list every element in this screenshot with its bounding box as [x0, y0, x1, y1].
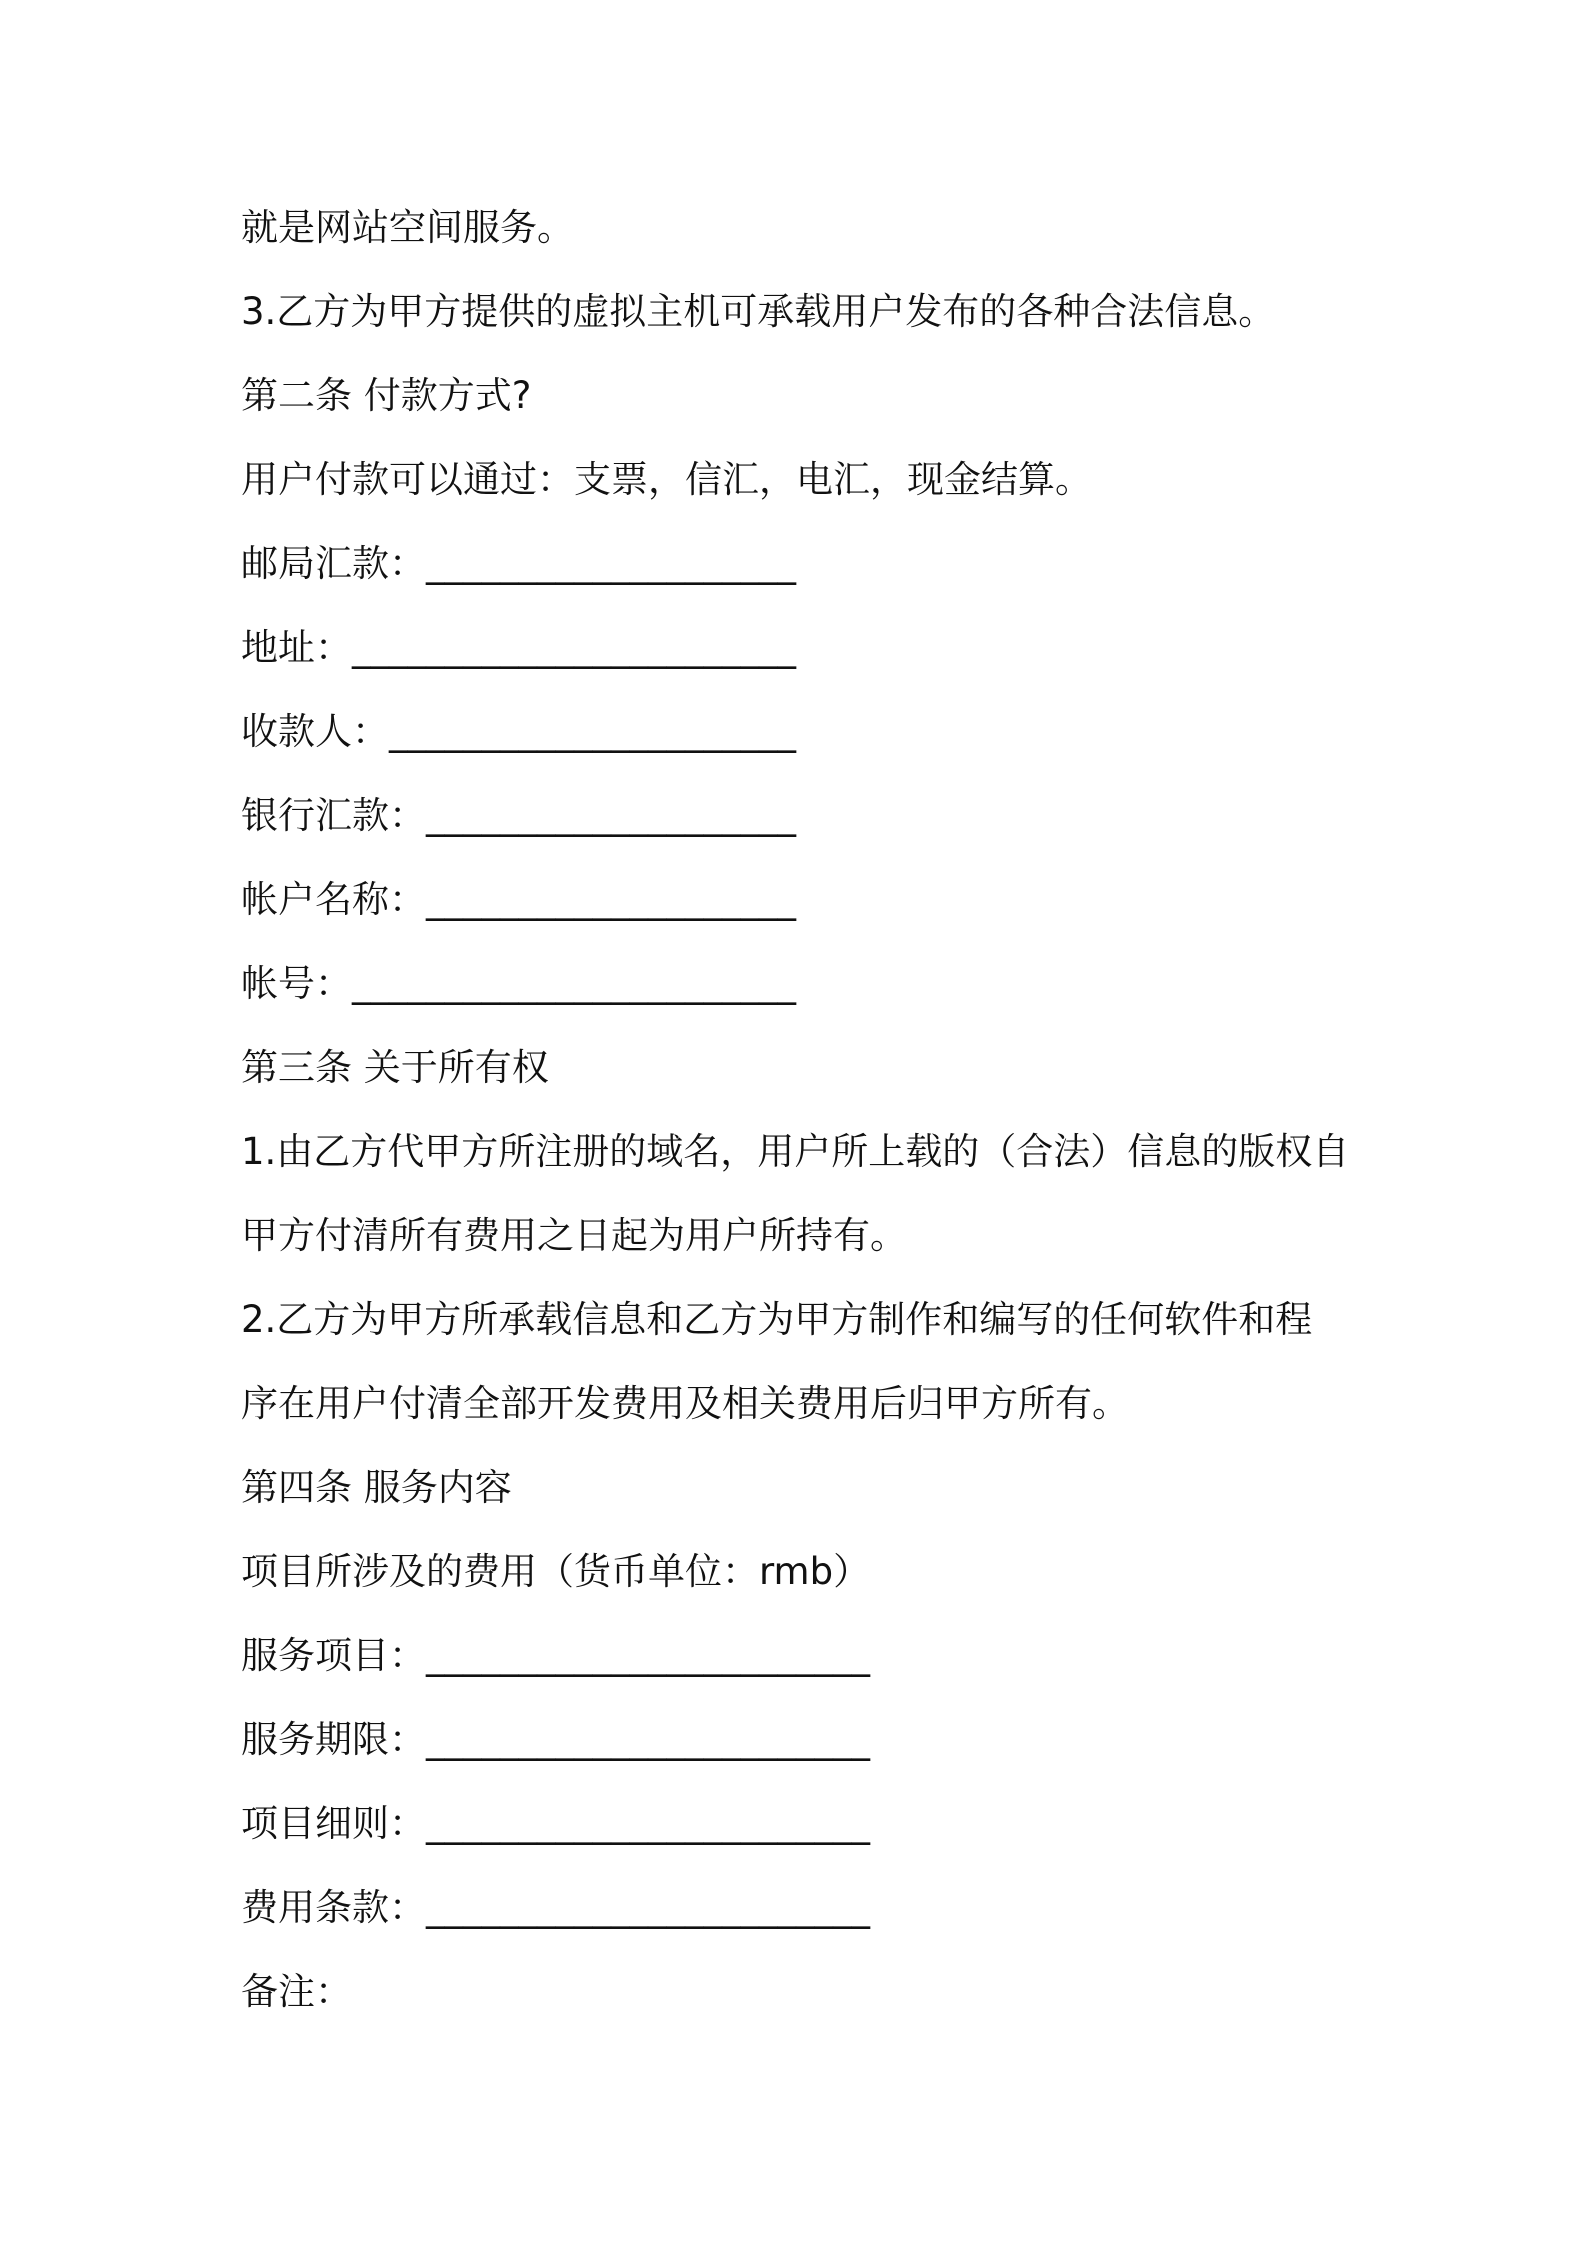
form-field-line: 银行汇款：____________________	[241, 794, 796, 837]
paragraph-line: 序在用户付清全部开发费用及相关费用后归甲方所有。	[241, 1382, 1129, 1425]
form-field-line: 服务期限：________________________	[241, 1718, 870, 1761]
paragraph-line: 项目所涉及的费用（货币单位：rmb）	[241, 1550, 871, 1593]
remarks-label: 备注：	[241, 1970, 352, 2013]
form-field-line: 邮局汇款：____________________	[241, 542, 796, 585]
form-field-line: 帐户名称：____________________	[241, 878, 796, 921]
paragraph-line: 3.乙方为甲方提供的虚拟主机可承载用户发布的各种合法信息。	[241, 290, 1276, 333]
form-field-line: 地址：________________________	[241, 626, 796, 669]
form-field-line: 费用条款：________________________	[241, 1886, 870, 1929]
form-field-line: 收款人：______________________	[241, 710, 796, 753]
paragraph-line: 2.乙方为甲方所承载信息和乙方为甲方制作和编写的任何软件和程	[241, 1298, 1313, 1341]
section-heading: 第二条 付款方式?	[241, 374, 532, 417]
paragraph-line: 就是网站空间服务。	[241, 206, 574, 249]
paragraph-line: 用户付款可以通过：支票，信汇，电汇，现金结算。	[241, 458, 1092, 501]
paragraph-line: 甲方付清所有费用之日起为用户所持有。	[241, 1214, 907, 1257]
section-heading: 第三条 关于所有权	[241, 1046, 549, 1089]
form-field-line: 帐号：________________________	[241, 962, 796, 1005]
form-field-line: 服务项目：________________________	[241, 1634, 870, 1677]
section-heading: 第四条 服务内容	[241, 1466, 512, 1509]
form-field-line: 项目细则：________________________	[241, 1802, 870, 1845]
paragraph-line: 1.由乙方代甲方所注册的域名，用户所上载的（合法）信息的版权自	[241, 1130, 1350, 1173]
